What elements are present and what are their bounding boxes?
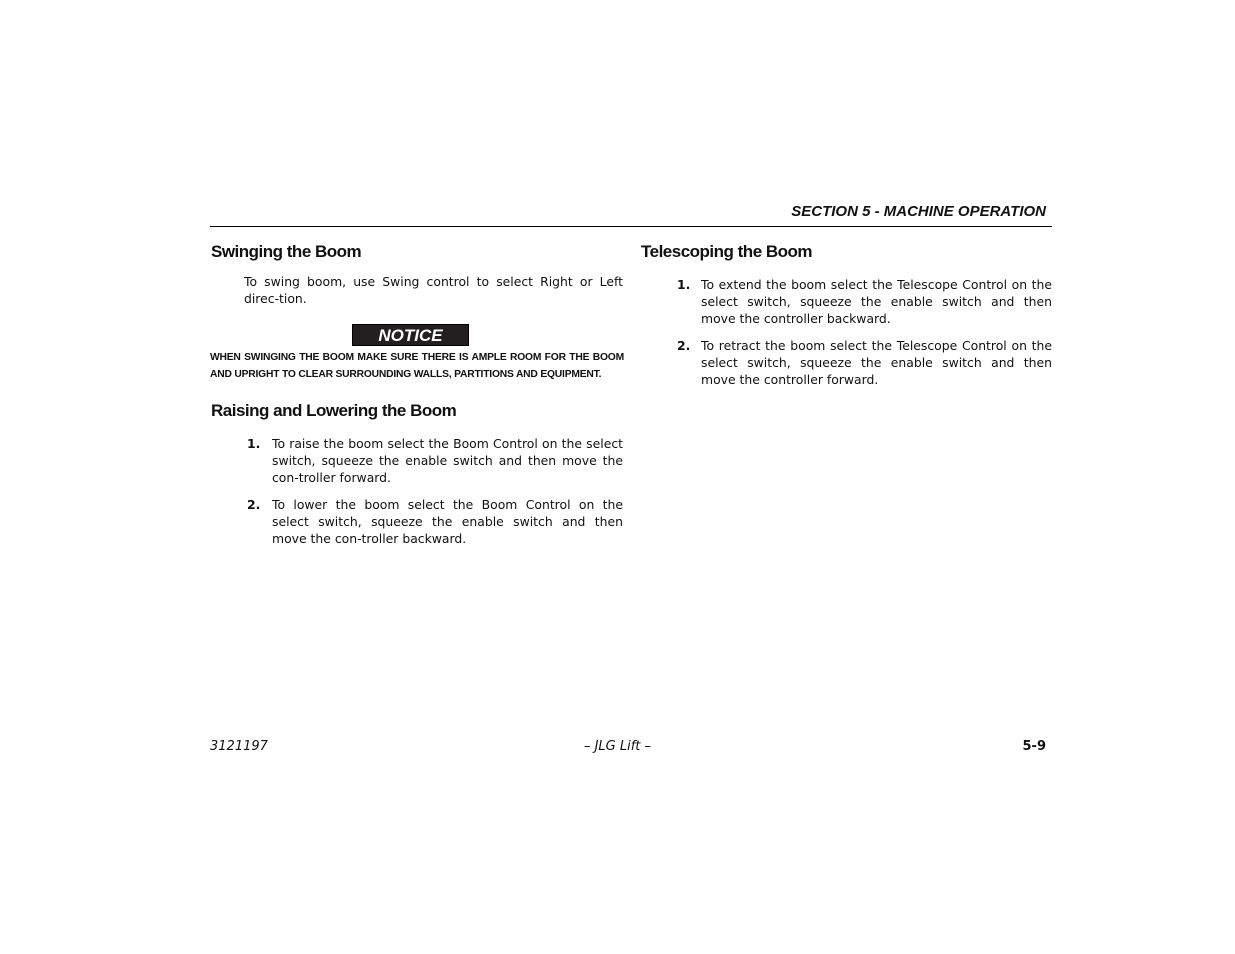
heading-telescoping-boom: Telescoping the Boom	[641, 242, 813, 261]
footer-center: – JLG Lift –	[583, 739, 652, 754]
doc-number: 3121197	[210, 739, 268, 754]
list-item-number: 1.	[247, 436, 261, 451]
swing-paragraph: To swing boom, use Swing control to select Right or Left direc-tion.	[244, 274, 623, 306]
section-title: SECTION 5 - MACHINE OPERATION	[791, 203, 1046, 220]
header-rule	[210, 226, 1052, 227]
heading-raising-lowering: Raising and Lowering the Boom	[211, 401, 457, 420]
notice-label: NOTICE	[352, 324, 469, 346]
notice-text: WHEN SWINGING THE BOOM MAKE SURE THERE IS AMPLE ROOM FOR THE BOOM AND UPRIGHT TO CLEAR SURROUNDING WALLS, PARTITIONS AND EQUIPMENT.	[210, 352, 624, 380]
heading-swinging-boom: Swinging the Boom	[211, 242, 362, 261]
list-item: To retract the boom select the Telescope Control on the select switch, squeeze the enable switch and then move the controller forward.	[701, 338, 1052, 387]
list-item-number: 2.	[677, 338, 691, 353]
list-item-number: 2.	[247, 497, 261, 512]
list-item: To raise the boom select the Boom Control on the select switch, squeeze the enable switch and then move the con-troller forward.	[272, 436, 623, 485]
list-item: To lower the boom select the Boom Control on the select switch, squeeze the enable switch and then move the con-troller backward.	[272, 497, 623, 546]
list-item: To extend the boom select the Telescope Control on the select switch, squeeze the enable switch and then move the controller backward.	[701, 277, 1052, 326]
page-number: 5-9	[1022, 739, 1046, 754]
list-item-number: 1.	[677, 277, 691, 292]
